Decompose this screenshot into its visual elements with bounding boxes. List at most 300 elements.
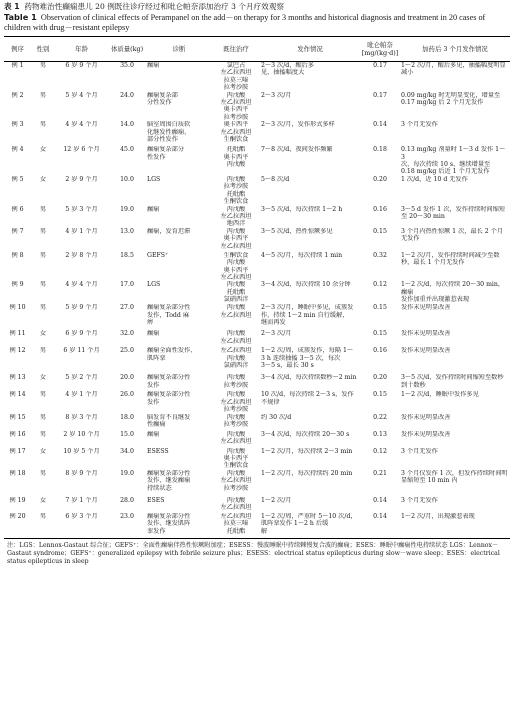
diagnosis-text: LGS	[147, 281, 161, 289]
perampanel-dose-text: 0.16	[373, 347, 387, 355]
diagnosis-text: 癫痫复杂部分性 发作、继发肌阵 挛发作	[147, 512, 191, 535]
age-text: 6 岁 11 个月	[63, 347, 100, 355]
diagnosis-cell	[146, 391, 212, 413]
diagnosis-text: 癫痫，发育迟滞	[147, 227, 191, 235]
results-table	[4, 36, 510, 539]
perampanel-dose-text: 0.12	[373, 447, 387, 455]
post-treatment-seizure-cell	[400, 513, 510, 539]
case-id-text: 例 5	[11, 175, 24, 183]
weight-cell	[108, 497, 146, 513]
weight-text: 13.0	[120, 227, 134, 235]
diagnosis-text: 癫痫复杂部分性 发作	[147, 374, 191, 389]
sex-text: 男	[39, 469, 47, 477]
prior-treatment-text: 丙戊酸 托吡酯 氯硝西泮	[223, 281, 249, 304]
perampanel-dose-cell	[360, 347, 400, 374]
table-caption	[4, 2, 510, 33]
post-treatment-seizure-cell	[400, 176, 510, 206]
age-text: 6 岁 3 个月	[65, 512, 98, 520]
case-id-text: 例 16	[9, 430, 26, 438]
seizure-status-text: 1～2 次/周，成簇发作，每隔 1～ 3 h 连续抽搐 3～5 次，每次 3～5 s，最长 30 s	[261, 347, 354, 370]
case-id-text: 例 3	[11, 121, 24, 129]
perampanel-dose-cell	[360, 281, 400, 304]
case-id-text: 例 12	[9, 347, 26, 355]
header-cell: 体质量(kg)	[110, 45, 144, 53]
seizure-status-text: 2～3 次/d，醒后多 见，抽搐幅度大	[261, 62, 315, 77]
prior-treatment-cell	[212, 228, 260, 252]
case-id-text: 例 15	[9, 413, 26, 421]
post-treatment-seizure-cell	[400, 62, 510, 92]
prior-treatment-cell	[212, 252, 260, 282]
case-id-cell	[4, 414, 31, 431]
seizure-status-text: 3～5 次/d，热性惊厥多见	[261, 227, 333, 235]
prior-treatment-text: 左乙拉西坦 拉莫三嗪 托吡酯	[220, 512, 252, 535]
post-treatment-seizure-text: 1 次/d，近 10 d 无发作	[401, 175, 468, 183]
diagnosis-text: ESESS	[147, 447, 169, 455]
prior-treatment-text: 丙戊酸 拉考沙胺 托吡酯 生酮饮食	[223, 175, 249, 206]
weight-cell	[108, 414, 146, 431]
perampanel-dose-cell	[360, 121, 400, 146]
diagnosis-cell	[146, 146, 212, 176]
sex-cell	[31, 206, 55, 228]
post-treatment-seizure-text: 发作未见明显改善	[401, 413, 451, 421]
sex-text: 女	[39, 146, 47, 154]
perampanel-dose-cell	[360, 497, 400, 513]
diagnosis-text: 癫痫复杂部分 性发作	[147, 146, 185, 161]
sex-text: 男	[39, 251, 47, 259]
prior-treatment-text: 奥卡西平 左乙拉西坦 生酮饮食	[220, 121, 252, 144]
caption-title-cn: 药物难治性癫痫患儿 20 例既往诊疗经过和吡仑帕奈添加治疗 3 个月疗效观察	[24, 2, 284, 11]
age-cell	[55, 414, 108, 431]
perampanel-dose-cell	[360, 62, 400, 92]
sex-text: 女	[39, 330, 47, 338]
seizure-status-cell	[260, 431, 360, 448]
weight-cell	[108, 304, 146, 330]
sex-cell	[31, 330, 55, 347]
post-treatment-seizure-text: 3～5 d 发作 1 次，发作持续时间缩短 至 20～30 min	[401, 205, 506, 220]
age-text: 4 岁 4 个月	[65, 121, 98, 129]
weight-text: 26.0	[120, 391, 134, 399]
sex-cell	[31, 347, 55, 374]
case-id-cell	[4, 513, 31, 539]
diagnosis-text: 癫痫	[147, 205, 160, 213]
perampanel-dose-text: 0.17	[373, 62, 387, 69]
diagnosis-cell	[146, 330, 212, 347]
paper-page	[4, 2, 510, 566]
weight-cell	[108, 176, 146, 206]
seizure-status-text: 2～3 次/月	[261, 330, 292, 338]
weight-cell	[108, 391, 146, 413]
prior-treatment-cell	[212, 206, 260, 228]
age-text: 2 岁 9 个月	[65, 175, 98, 183]
post-treatment-seizure-text: 1～2 次/月，醒后多见，抽搐幅度明显 减小	[401, 62, 506, 77]
diagnosis-text: 癫痫	[147, 62, 160, 69]
seizure-status-cell	[260, 513, 360, 539]
perampanel-dose-cell	[360, 374, 400, 391]
case-id-text: 例 8	[11, 251, 24, 259]
weight-text: 28.0	[120, 496, 134, 504]
post-treatment-seizure-cell	[400, 281, 510, 304]
seizure-status-cell	[260, 206, 360, 228]
header-cell: 吡仑帕奈 [mg/(kg·d)]	[361, 41, 399, 57]
seizure-status-text: 10 次/d，每次持续 2～3 s，发作 不规律	[261, 391, 354, 406]
perampanel-dose-cell	[360, 252, 400, 282]
post-treatment-seizure-cell	[400, 470, 510, 497]
case-id-cell	[4, 228, 31, 252]
perampanel-dose-cell	[360, 431, 400, 448]
perampanel-dose-cell	[360, 304, 400, 330]
sex-text: 女	[39, 175, 47, 183]
post-treatment-seizure-text: 3～5 次/d，发作持续时间缩短至数秒 到十数秒	[401, 374, 504, 389]
sex-cell	[31, 414, 55, 431]
post-treatment-seizure-cell	[400, 146, 510, 176]
case-id-cell	[4, 330, 31, 347]
perampanel-dose-text: 0.12	[373, 281, 387, 289]
diagnosis-cell	[146, 513, 212, 539]
age-text: 4 岁 1 个月	[65, 391, 98, 399]
seizure-status-text: 5～8 次/d	[261, 175, 290, 183]
perampanel-dose-cell	[360, 330, 400, 347]
post-treatment-seizure-text: 0.13 mg/kg 剂量时 1～3 d 发作 1～3 次，每次持续 10 s，继续增量至 0.18 mg/kg 后近 1 个月无发作	[401, 146, 506, 176]
diagnosis-cell	[146, 374, 212, 391]
sex-text: 女	[39, 447, 47, 455]
age-cell	[55, 374, 108, 391]
seizure-status-cell	[260, 62, 360, 92]
diagnosis-cell	[146, 252, 212, 282]
perampanel-dose-text: 0.15	[373, 304, 387, 312]
prior-treatment-cell	[212, 513, 260, 539]
sex-cell	[31, 470, 55, 497]
prior-treatment-cell	[212, 470, 260, 497]
prior-treatment-cell	[212, 121, 260, 146]
sex-cell	[31, 281, 55, 304]
diagnosis-text: 脑室周围白质软 化继发性癫痫、 部分性发作	[147, 121, 191, 144]
seizure-status-cell	[260, 347, 360, 374]
table-row	[4, 497, 510, 513]
diagnosis-cell	[146, 121, 212, 146]
weight-text: 10.0	[120, 175, 134, 183]
case-id-text: 例 10	[9, 304, 26, 312]
sex-cell	[31, 228, 55, 252]
prior-treatment-cell	[212, 497, 260, 513]
prior-treatment-cell	[212, 92, 260, 122]
case-id-text: 例 9	[11, 281, 24, 289]
seizure-status-text: 7～8 次/d，夜间发作频繁	[261, 146, 333, 154]
seizure-status-cell	[260, 470, 360, 497]
weight-text: 19.0	[120, 205, 134, 213]
age-cell	[55, 304, 108, 330]
weight-text: 23.0	[120, 512, 134, 520]
diagnosis-cell	[146, 228, 212, 252]
sex-cell	[31, 92, 55, 122]
sex-text: 男	[39, 281, 47, 289]
post-treatment-seizure-cell	[400, 228, 510, 252]
diagnosis-cell	[146, 414, 212, 431]
perampanel-dose-text: 0.20	[373, 374, 387, 382]
header-cell: 加药后 3 个月发作情况	[422, 45, 488, 53]
weight-cell	[108, 431, 146, 448]
age-cell	[55, 176, 108, 206]
perampanel-dose-cell	[360, 513, 400, 539]
prior-treatment-cell	[212, 62, 260, 92]
perampanel-dose-cell	[360, 228, 400, 252]
sex-cell	[31, 252, 55, 282]
perampanel-dose-text: 0.15	[373, 227, 387, 235]
case-id-cell	[4, 146, 31, 176]
weight-text: 18.5	[120, 251, 134, 259]
sex-cell	[31, 513, 55, 539]
age-text: 8 岁 3 个月	[65, 413, 98, 421]
age-text: 5 岁 2 个月	[65, 374, 98, 382]
post-treatment-seizure-cell	[400, 414, 510, 431]
age-text: 2 岁 8 个月	[65, 251, 98, 259]
seizure-status-cell	[260, 497, 360, 513]
prior-treatment-text: 丙戊酸 左乙拉西坦 地西泮	[220, 205, 252, 228]
case-id-cell	[4, 304, 31, 330]
prior-treatment-cell	[212, 146, 260, 176]
age-cell	[55, 228, 108, 252]
prior-treatment-cell	[212, 330, 260, 347]
post-treatment-seizure-text: 0.09 mg/kg 时无明显变化，增量至 0.17 mg/kg 后 2 个月无发作	[401, 91, 501, 107]
sex-text: 男	[39, 413, 47, 421]
weight-cell	[108, 513, 146, 539]
diagnosis-text: 癫痫全面性发作、 肌阵挛	[147, 347, 197, 362]
prior-treatment-cell	[212, 374, 260, 391]
perampanel-dose-text: 0.17	[373, 91, 387, 99]
table-row	[4, 304, 510, 330]
age-text: 7 岁 1 个月	[65, 496, 98, 504]
header-cell: 发作情况	[297, 45, 323, 53]
perampanel-dose-cell	[360, 414, 400, 431]
table-row	[4, 206, 510, 228]
perampanel-dose-text: 0.14	[373, 121, 387, 129]
prior-treatment-cell	[212, 347, 260, 374]
age-text: 4 岁 4 个月	[65, 281, 98, 289]
prior-treatment-cell	[212, 431, 260, 448]
case-id-cell	[4, 391, 31, 413]
age-cell	[55, 330, 108, 347]
age-text: 4 岁 1 个月	[65, 227, 98, 235]
table-row	[4, 448, 510, 470]
age-text: 2 岁 10 个月	[63, 430, 100, 438]
seizure-status-text: 3～4 次/d，每次持续数秒～2 min	[261, 374, 357, 382]
post-treatment-seizure-text: 1～2 次/d，每次持续 20～30 min，癫痫 发作加重并出现激惹表现	[401, 281, 505, 304]
post-treatment-seizure-cell	[400, 431, 510, 448]
diagnosis-cell	[146, 176, 212, 206]
sex-text: 男	[39, 391, 47, 399]
perampanel-dose-cell	[360, 391, 400, 413]
table-row	[4, 374, 510, 391]
sex-text: 男	[39, 121, 47, 129]
sex-cell	[31, 121, 55, 146]
seizure-status-text: 1～2 次/月，每次持续约 20 min	[261, 469, 353, 477]
seizure-status-text: 3～5 次/d，每次持续 1～2 h	[261, 205, 343, 213]
diagnosis-cell	[146, 304, 212, 330]
case-id-cell	[4, 431, 31, 448]
table-row	[4, 391, 510, 413]
sex-text: 男	[39, 304, 47, 312]
post-treatment-seizure-text: 发作未见明显改善	[401, 347, 451, 355]
sex-cell	[31, 62, 55, 92]
case-id-cell	[4, 281, 31, 304]
table-row	[4, 414, 510, 431]
caption-label: 表 1	[4, 2, 20, 11]
weight-text: 19.0	[120, 469, 134, 477]
post-treatment-seizure-cell	[400, 497, 510, 513]
prior-treatment-cell	[212, 448, 260, 470]
seizure-status-cell	[260, 121, 360, 146]
age-cell	[55, 513, 108, 539]
post-treatment-seizure-cell	[400, 304, 510, 330]
table-row	[4, 470, 510, 497]
weight-text: 25.0	[120, 347, 134, 355]
case-id-text: 例 18	[9, 469, 26, 477]
table-row	[4, 281, 510, 304]
post-treatment-seizure-cell	[400, 206, 510, 228]
header-cell: 既往治疗	[223, 45, 249, 53]
age-cell	[55, 431, 108, 448]
age-cell	[55, 146, 108, 176]
age-cell	[55, 92, 108, 122]
weight-text: 15.0	[120, 430, 134, 438]
case-id-cell	[4, 92, 31, 122]
weight-cell	[108, 62, 146, 92]
caption-title-en: Observation of clinical effects of Perampanel on the add－on therapy for 3 months and historical diagnosis and treatment in 20 cases of children with drug－resistant epilepsy	[4, 13, 486, 32]
case-id-text: 例 4	[11, 146, 24, 154]
weight-text: 34.0	[120, 447, 134, 455]
sex-text: 男	[39, 227, 47, 235]
sex-text: 女	[39, 496, 47, 504]
prior-treatment-text: 左乙拉西坦 丙戊酸 氯硝西泮	[220, 347, 252, 370]
perampanel-dose-cell	[360, 448, 400, 470]
case-id-text: 例 11	[9, 330, 26, 338]
age-cell	[55, 391, 108, 413]
weight-cell	[108, 228, 146, 252]
table-row	[4, 252, 510, 282]
seizure-status-cell	[260, 252, 360, 282]
weight-cell	[108, 470, 146, 497]
diagnosis-cell	[146, 62, 212, 92]
weight-cell	[108, 146, 146, 176]
perampanel-dose-text: 0.20	[373, 175, 387, 183]
age-text: 12 岁 6 个月	[63, 146, 100, 154]
age-text: 5 岁 9 个月	[65, 304, 98, 312]
diagnosis-text: 脑发育不良继发 性癫痫	[147, 413, 191, 428]
post-treatment-seizure-text: 3 个月仅发作 1 次，但发作持续时间明 显缩短至 10 min 内	[401, 469, 508, 485]
perampanel-dose-text: 0.15	[373, 330, 387, 338]
sex-text: 男	[39, 347, 47, 355]
age-cell	[55, 121, 108, 146]
table-row	[4, 431, 510, 448]
age-cell	[55, 448, 108, 470]
post-treatment-seizure-text: 发作未见明显改善	[401, 304, 451, 312]
post-treatment-seizure-text: 1～2 次/d，睡眠中发作多见	[401, 391, 479, 399]
seizure-status-cell	[260, 414, 360, 431]
seizure-status-text: 1～2 次/月	[261, 496, 292, 504]
case-id-text: 例 6	[11, 205, 24, 213]
case-id-cell	[4, 448, 31, 470]
post-treatment-seizure-text: 发作未见明显改善	[401, 330, 451, 338]
diagnosis-cell	[146, 281, 212, 304]
perampanel-dose-cell	[360, 206, 400, 228]
table-row	[4, 513, 510, 539]
post-treatment-seizure-cell	[400, 121, 510, 146]
perampanel-dose-text: 0.22	[373, 413, 387, 421]
caption-label-en: Table 1	[4, 12, 37, 22]
prior-treatment-text: 丙戊酸 奥卡西平 生酮饮食	[223, 447, 249, 470]
weight-text: 17.0	[120, 281, 134, 289]
perampanel-dose-text: 0.21	[373, 469, 387, 477]
seizure-status-cell	[260, 330, 360, 347]
seizure-status-text: 2～3 次/月，发作形式多样	[261, 121, 335, 129]
seizure-status-cell	[260, 281, 360, 304]
perampanel-dose-cell	[360, 470, 400, 497]
post-treatment-seizure-cell	[400, 347, 510, 374]
weight-cell	[108, 347, 146, 374]
post-treatment-seizure-cell	[400, 252, 510, 282]
case-id-cell	[4, 470, 31, 497]
case-id-text: 例 13	[9, 374, 26, 382]
age-cell	[55, 497, 108, 513]
age-cell	[55, 62, 108, 92]
sex-cell	[31, 146, 55, 176]
prior-treatment-cell	[212, 391, 260, 413]
diagnosis-text: 癫痫复杂部分性 发作，Todd 麻 痹	[147, 304, 191, 327]
table-row	[4, 62, 510, 92]
age-text: 10 岁 5 个月	[63, 447, 100, 455]
seizure-status-text: 2～3 次/月，睡眠中多见，成簇发 作，持续 1～2 min 自行缓解， 继而再发	[261, 304, 354, 327]
perampanel-dose-text: 0.18	[373, 146, 387, 154]
seizure-status-text: 约 30 次/d	[261, 413, 292, 421]
case-id-cell	[4, 374, 31, 391]
seizure-status-cell	[260, 228, 360, 252]
prior-treatment-text: 托吡酯 奥卡西平 丙戊酸	[223, 146, 249, 169]
weight-cell	[108, 92, 146, 122]
perampanel-dose-text: 0.32	[373, 251, 387, 259]
perampanel-dose-cell	[360, 176, 400, 206]
case-id-cell	[4, 252, 31, 282]
post-treatment-seizure-text: 1～2 次/月，出现激惹表现	[401, 512, 475, 520]
diagnosis-cell	[146, 448, 212, 470]
post-treatment-seizure-cell	[400, 374, 510, 391]
prior-treatment-text: 丙戊酸 左乙拉西坦	[220, 304, 252, 319]
post-treatment-seizure-text: 1～2 次/月，发作持续时间减少至数 秒，最长 1 个月无发作	[401, 251, 500, 267]
weight-text: 14.0	[120, 121, 134, 129]
age-cell	[55, 252, 108, 282]
table-row	[4, 176, 510, 206]
weight-text: 32.0	[120, 330, 134, 338]
prior-treatment-cell	[212, 176, 260, 206]
case-id-text: 例 20	[9, 512, 26, 520]
case-id-cell	[4, 347, 31, 374]
post-treatment-seizure-text: 3 个月无发作	[401, 496, 438, 504]
age-cell	[55, 281, 108, 304]
table-header-row	[4, 37, 510, 62]
table-row	[4, 146, 510, 176]
diagnosis-text: ESES	[147, 496, 165, 504]
sex-cell	[31, 374, 55, 391]
diagnosis-text: LGS	[147, 175, 161, 183]
age-text: 6 岁 9 个月	[65, 330, 98, 338]
seizure-status-text: 3～4 次/d，每次持续 10 余分钟	[261, 281, 351, 289]
sex-text: 男	[39, 512, 47, 520]
case-id-cell	[4, 497, 31, 513]
weight-cell	[108, 206, 146, 228]
sex-text: 男	[39, 62, 47, 69]
seizure-status-text: 1～2 次/周，严重时 5～10 次/d， 肌阵挛发作 1～2 h 后缓 解	[261, 512, 357, 535]
age-text: 5 岁 3 个月	[65, 205, 98, 213]
age-cell	[55, 347, 108, 374]
sex-cell	[31, 176, 55, 206]
